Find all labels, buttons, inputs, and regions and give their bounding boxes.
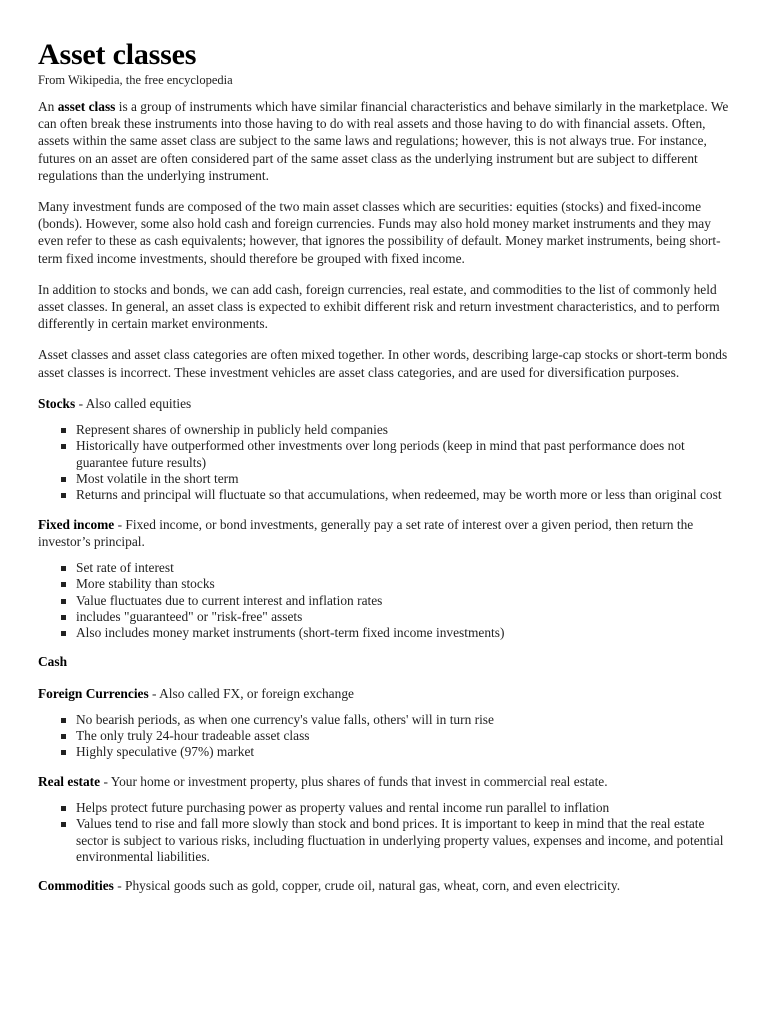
section-commodities [38, 877, 730, 894]
bullet-icon [61, 631, 66, 636]
list-item-text: Set rate of interest [76, 559, 174, 575]
section-real-estate [38, 773, 730, 790]
section-cash-term: Cash [38, 654, 68, 670]
list-item [76, 593, 730, 609]
list-item-text: Historically have outperformed other investments over long periods (keep in mind that past performance does not guarantee future results) [76, 438, 685, 470]
real-estate-list [38, 800, 730, 865]
list-item-text: Helps protect future purchasing power as property values and rental income run parallel to inflation [76, 799, 610, 815]
list-item [76, 816, 730, 865]
bullet-icon [61, 444, 66, 449]
section-fixed-income [38, 516, 730, 550]
section-stocks-desc: - Also called equities [75, 395, 192, 411]
list-item [76, 800, 730, 816]
section-commodities-term: Commodities [38, 878, 114, 894]
list-item [76, 576, 730, 592]
bullet-icon [61, 477, 66, 482]
bullet-icon [61, 566, 66, 571]
section-fixed-income-desc: - Fixed income, or bond investments, generally pay a set rate of interest over a given period, then return the investor’s principal. [38, 516, 694, 549]
list-item [76, 712, 730, 728]
bullet-icon [61, 615, 66, 620]
fixed-income-list [38, 560, 730, 641]
list-item [76, 625, 730, 641]
intro-term: asset class [57, 99, 116, 114]
bullet-icon [61, 582, 66, 587]
list-item [76, 609, 730, 625]
list-item [76, 728, 730, 744]
paragraph-categories: Asset classes and asset class categories are often mixed together. In other words, describing large-cap stocks or short-term bonds asset classes is incorrect. These investment vehicles are asset class categories, and are used for diversification purposes. [38, 347, 728, 380]
list-item-text: Also includes money market instruments (short-term fixed income investments) [76, 625, 505, 641]
paragraph-funds: Many investment funds are composed of the two main asset classes which are securities: equities (stocks) and fixed-income (bonds). However, some also hold cash and foreign currencies. Funds may also hold money market instruments and they may even refer to these as cash equivalents; however, that ignores the possibility of default. Money market instruments, being short-term fixed income investments, should therefore be grouped with fixed income. [38, 199, 721, 266]
list-item-text: Most volatile in the short term [76, 470, 239, 486]
list-item-text: includes "guaranteed" or "risk-free" assets [76, 608, 303, 624]
section-stocks-term: Stocks [38, 395, 76, 411]
bullet-icon [61, 806, 66, 811]
intro-before: An [38, 99, 58, 114]
bullet-icon [61, 428, 66, 433]
section-fixed-income-term: Fixed income [38, 516, 115, 532]
foreign-currencies-list [38, 712, 730, 761]
section-foreign-currencies-term: Foreign Currencies [38, 685, 149, 701]
page-subtitle: From Wikipedia, the free encyclopedia [38, 73, 233, 87]
section-real-estate-desc: - Your home or investment property, plus shares of funds that invest in commercial real estate. [100, 773, 608, 789]
bullet-icon [61, 750, 66, 755]
list-item [76, 422, 730, 438]
intro-paragraph [38, 98, 730, 184]
list-item-text: More stability than stocks [76, 576, 215, 592]
list-item-text: Highly speculative (97%) market [76, 744, 255, 760]
section-commodities-desc: - Physical goods such as gold, copper, crude oil, natural gas, wheat, corn, and even electricity. [113, 878, 621, 894]
list-item [76, 471, 730, 487]
section-foreign-currencies-desc: - Also called FX, or foreign exchange [148, 685, 354, 701]
list-item-text: Values tend to rise and fall more slowly than stock and bond prices. It is important to keep in mind that the real estate sector is subject to various risks, including fluctuation in underlying property values, expenses and income, and potential environmental liabilities. [76, 816, 724, 864]
bullet-icon [61, 734, 66, 739]
list-item-text: Value fluctuates due to current interest and inflation rates [76, 592, 383, 608]
list-item-text: Represent shares of ownership in publicly held companies [76, 422, 388, 438]
stocks-list [38, 422, 730, 503]
section-cash [38, 653, 730, 670]
list-item [76, 487, 730, 503]
list-item-text: No bearish periods, as when one currency's value falls, others' will in turn rise [76, 711, 494, 727]
list-item-text: Returns and principal will fluctuate so that accumulations, when redeemed, may be worth more or less than original cost [76, 487, 722, 503]
list-item-text: The only truly 24-hour tradeable asset class [76, 728, 310, 744]
bullet-icon [61, 718, 66, 723]
list-item [76, 744, 730, 760]
page-title: Asset classes [38, 38, 197, 71]
bullet-icon [61, 493, 66, 498]
bullet-icon [61, 822, 66, 827]
section-real-estate-term: Real estate [38, 773, 101, 789]
bullet-icon [61, 599, 66, 604]
intro-after: is a group of instruments which have similar financial characteristics and behave similarly in the marketplace. We can often break these instruments into those having to do with real assets and those having to do with financial assets. Often, assets within the same asset class are subject to the same laws and regulations; however, this is not always true. For instance, futures on an asset are often considered part of the same asset class as the underlying instrument but are subject to different regulations than the underlying instrument. [38, 99, 729, 183]
paragraph-additional-classes: In addition to stocks and bonds, we can add cash, foreign currencies, real estate, and commodities to the list of commonly held asset classes. In general, an asset class is expected to exhibit different risk and return investment characteristics, and to perform differently in certain market environments. [38, 281, 720, 332]
section-stocks [38, 395, 730, 412]
section-foreign-currencies [38, 685, 730, 702]
list-item [76, 560, 730, 576]
list-item [76, 438, 730, 471]
